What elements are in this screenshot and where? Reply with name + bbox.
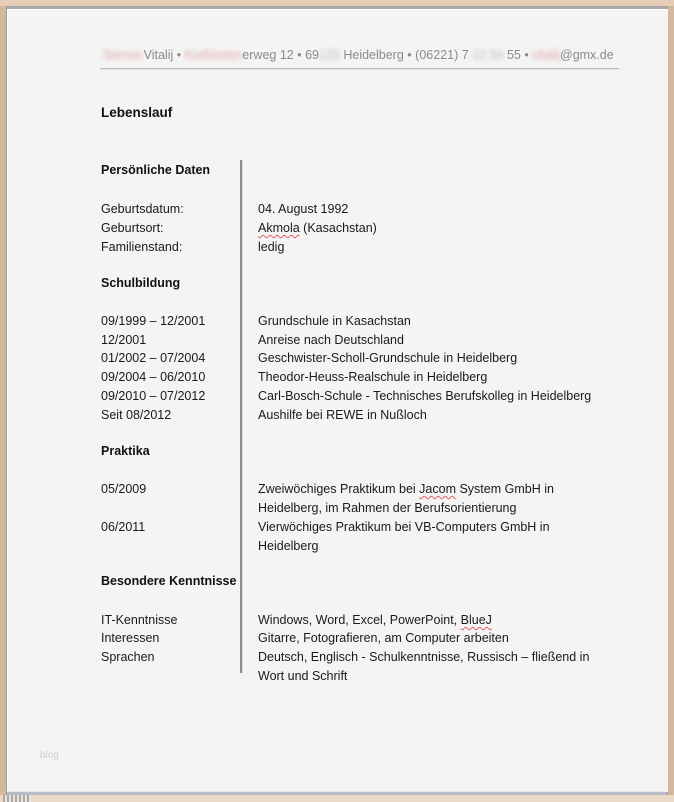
- spellcheck-word: Akmola: [258, 221, 300, 235]
- school-entry: Anreise nach Deutschland: [258, 333, 404, 347]
- skill-value: Gitarre, Fotografieren, am Computer arbeiten: [258, 631, 509, 645]
- phone-prefix: (06221) 7: [415, 48, 469, 62]
- school-date: 09/2010 – 07/2012: [101, 389, 206, 403]
- skill-label: Interessen: [101, 631, 160, 645]
- status-bar: [0, 795, 674, 802]
- value-birthplace-country: (Kasachstan): [299, 221, 377, 235]
- redacted-street: Kurfürsten: [184, 48, 243, 62]
- school-date: Seit 08/2012: [101, 408, 172, 422]
- internship-date: 06/2011: [101, 520, 146, 534]
- email-domain: @gmx.de: [560, 48, 614, 62]
- redacted-postal-code: 123: [319, 48, 340, 62]
- label-birthdate: Geburtsdatum:: [101, 202, 184, 216]
- internship-entry: [258, 480, 554, 499]
- city: Heidelberg: [343, 48, 404, 62]
- separator: •: [176, 48, 182, 62]
- window-right-border: [667, 6, 674, 796]
- internship-date: 05/2009: [101, 482, 147, 496]
- redacted-name: Semun: [103, 48, 143, 62]
- school-date: 09/2004 – 06/2010: [101, 370, 206, 384]
- redacted-phone: 12 34: [472, 48, 504, 62]
- header-rule: [100, 68, 619, 69]
- street: erweg 12: [242, 48, 294, 62]
- value-birthplace: [258, 219, 377, 238]
- spellcheck-word: BlueJ: [460, 613, 492, 627]
- first-name: Vitalij: [143, 48, 174, 62]
- school-entry: Grundschule in Kasachstan: [258, 314, 411, 328]
- document-title: Lebenslauf: [101, 105, 173, 120]
- skill-value: [258, 611, 492, 630]
- school-date: 12/2001: [101, 333, 147, 347]
- window-left-border: [0, 6, 7, 796]
- column-divider: [240, 160, 243, 673]
- section-heading-skills: Besondere Kenntnisse: [101, 574, 237, 588]
- separator: •: [524, 48, 529, 62]
- section-heading-personal: Persönliche Daten: [101, 163, 211, 177]
- skill-label: Sprachen: [101, 650, 155, 664]
- skill-value: Deutsch, Englisch - Schulkenntnisse, Russisch – fließend in: [258, 650, 590, 664]
- school-date: 09/1999 – 12/2001: [101, 314, 206, 328]
- label-birthplace: Geburtsort:: [101, 221, 164, 235]
- school-date: 01/2002 – 07/2004: [101, 351, 206, 365]
- school-entry: Geschwister-Scholl-Grundschule in Heidelberg: [258, 351, 518, 365]
- skill-value-continued: Wort und Schrift: [258, 669, 348, 683]
- spellcheck-word: Jacom: [419, 482, 456, 496]
- phone-suffix: 55: [506, 48, 521, 62]
- value-birthdate: 04. August 1992: [258, 202, 349, 216]
- school-entry: Theodor-Heuss-Realschule in Heidelberg: [258, 370, 488, 384]
- separator: •: [407, 48, 412, 62]
- section-heading-internships: Praktika: [101, 444, 150, 458]
- internship-entry: Vierwöchiges Praktikum bei VB-Computers GmbH in: [258, 520, 550, 534]
- label-marital-status: Familienstand:: [101, 240, 183, 254]
- school-entry: Aushilfe bei REWE in Nußloch: [258, 408, 427, 422]
- internship-text: Zweiwöchiges Praktikum bei: [258, 482, 420, 496]
- redacted-email: vitalij: [532, 48, 560, 62]
- internship-entry-continued: Heidelberg, im Rahmen der Berufsorientierung: [258, 501, 517, 515]
- section-heading-school: Schulbildung: [101, 276, 181, 290]
- school-entry: Carl-Bosch-Schule - Technisches Berufskolleg in Heidelberg: [258, 389, 592, 403]
- postal-code-prefix: 69: [305, 48, 319, 62]
- internship-text: System GmbH in: [456, 482, 554, 496]
- skill-text: Windows, Word, Excel, PowerPoint,: [258, 613, 461, 627]
- value-marital-status: ledig: [258, 240, 285, 254]
- internship-entry-continued: Heidelberg: [258, 539, 319, 553]
- status-bar-icon: [3, 795, 31, 802]
- separator: •: [297, 48, 302, 62]
- watermark: blog: [40, 750, 59, 761]
- skill-label: IT-Kenntnisse: [101, 613, 178, 627]
- contact-header: [103, 48, 619, 62]
